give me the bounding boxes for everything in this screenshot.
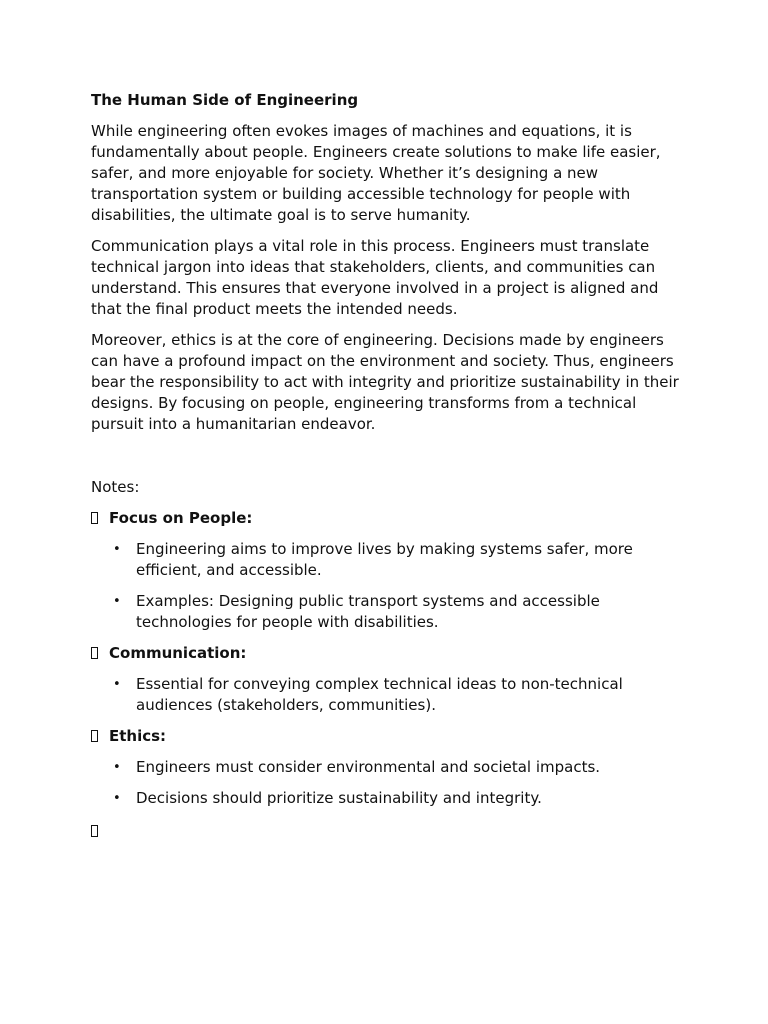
bullet-icon: • bbox=[113, 760, 121, 775]
list-item bbox=[91, 674, 681, 716]
notes-label: Notes: bbox=[91, 478, 140, 496]
bullet-list-focus-on-people bbox=[91, 539, 681, 633]
list-item-text: Examples: Designing public transport systems and accessible technologies for people with disabilities. bbox=[136, 592, 600, 631]
section-heading-ethics bbox=[91, 726, 681, 747]
list-item bbox=[91, 539, 681, 581]
section-heading-label: Focus on People: bbox=[109, 509, 253, 527]
bullet-icon: • bbox=[113, 594, 121, 609]
section-heading-label: Communication: bbox=[109, 644, 247, 662]
missing-glyph-icon bbox=[91, 647, 98, 659]
paragraph-1: While engineering often evokes images of machines and equations, it is fundamentally about people. Engineers create solutions to make life easier, safer, and more enjoyable for society. Whether it’s designing a new transportation system or building accessible technology for people with disabilities, the ultimate goal is to serve humanity. bbox=[91, 122, 661, 224]
document-page bbox=[91, 90, 681, 840]
list-item-text: Engineering aims to improve lives by making systems safer, more efficient, and accessible. bbox=[136, 540, 633, 579]
trailing-marker bbox=[91, 819, 681, 840]
bullet-list-communication bbox=[91, 674, 681, 716]
list-item-text: Engineers must consider environmental and societal impacts. bbox=[136, 758, 601, 776]
section-heading-focus-on-people bbox=[91, 508, 681, 529]
bullet-icon: • bbox=[113, 542, 121, 557]
spacer bbox=[91, 445, 681, 477]
section-heading-label: Ethics: bbox=[109, 727, 167, 745]
document-title: The Human Side of Engineering bbox=[91, 91, 359, 109]
bullet-icon: • bbox=[113, 791, 121, 806]
missing-glyph-icon bbox=[91, 825, 98, 837]
bullet-list-ethics bbox=[91, 757, 681, 809]
section-heading-communication bbox=[91, 643, 681, 664]
missing-glyph-icon bbox=[91, 730, 98, 742]
list-item-text: Essential for conveying complex technical ideas to non-technical audiences (stakeholders, communities). bbox=[136, 675, 623, 714]
list-item bbox=[91, 757, 681, 778]
paragraph-2: Communication plays a vital role in this process. Engineers must translate technical jargon into ideas that stakeholders, clients, and communities can understand. This ensures that everyone involved in a project is aligned and that the final product meets the intended needs. bbox=[91, 237, 659, 318]
missing-glyph-icon bbox=[91, 512, 98, 524]
list-item-text: Decisions should prioritize sustainability and integrity. bbox=[136, 789, 542, 807]
paragraph-3: Moreover, ethics is at the core of engineering. Decisions made by engineers can have a profound impact on the environment and society. Thus, engineers bear the responsibility to act with integrity and prioritize sustainability in their designs. By focusing on people, engineering transforms from a technical pursuit into a humanitarian endeavor. bbox=[91, 331, 679, 433]
list-item bbox=[91, 788, 681, 809]
list-item bbox=[91, 591, 681, 633]
bullet-icon: • bbox=[113, 677, 121, 692]
